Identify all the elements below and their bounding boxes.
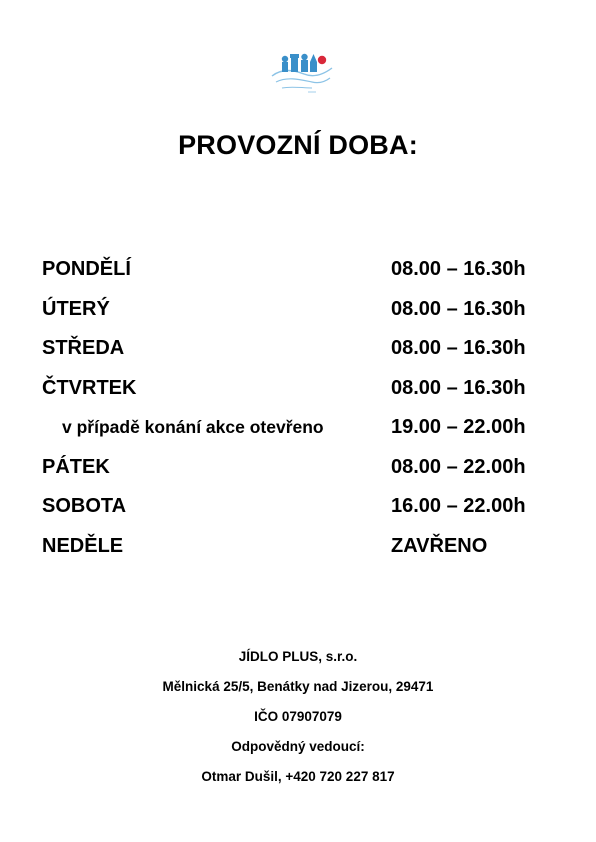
hours-value: 16.00 – 22.00h (391, 495, 526, 517)
opening-hours-table (0, 255, 596, 571)
hours-value: 08.00 – 16.30h (391, 258, 526, 280)
hours-value: 08.00 – 16.30h (391, 297, 526, 320)
event-note-label: v případě konání akce otevřeno (62, 417, 324, 437)
company-id: IČO 07907079 (254, 709, 342, 724)
company-address: Mělnická 25/5, Benátky nad Jizerou, 29471 (162, 679, 434, 694)
day-label: ČTVRTEK (42, 376, 137, 399)
day-label: ÚTERÝ (42, 297, 110, 320)
day-label: PONDĚLÍ (42, 258, 131, 280)
hours-value: 08.00 – 16.30h (391, 337, 526, 359)
company-name: JÍDLO PLUS, s.r.o. (238, 649, 358, 664)
day-label: NEDĚLE (42, 534, 124, 557)
day-label: STŘEDA (42, 337, 125, 359)
schedule-row-monday (0, 255, 596, 295)
page-title: PROVOZNÍ DOBA: (178, 130, 418, 160)
schedule-row-tuesday (0, 295, 596, 335)
schedule-row-sunday (0, 532, 596, 572)
company-footer (0, 646, 596, 796)
hours-value: ZAVŘENO (391, 534, 488, 557)
manager-contact: Otmar Dušil, +420 720 227 817 (201, 769, 395, 784)
day-label: PÁTEK (42, 455, 110, 478)
schedule-row-event-note (0, 413, 596, 453)
hours-value: 08.00 – 16.30h (391, 376, 526, 399)
schedule-row-saturday (0, 492, 596, 532)
chess-pieces-logo-icon (268, 48, 334, 98)
day-label: SOBOTA (42, 495, 127, 517)
hours-value: 19.00 – 22.00h (391, 416, 526, 438)
schedule-row-friday (0, 453, 596, 493)
hours-value: 08.00 – 22.00h (391, 455, 526, 478)
manager-label: Odpovědný vedoucí: (231, 739, 365, 754)
schedule-row-wednesday (0, 334, 596, 374)
schedule-row-thursday (0, 374, 596, 414)
